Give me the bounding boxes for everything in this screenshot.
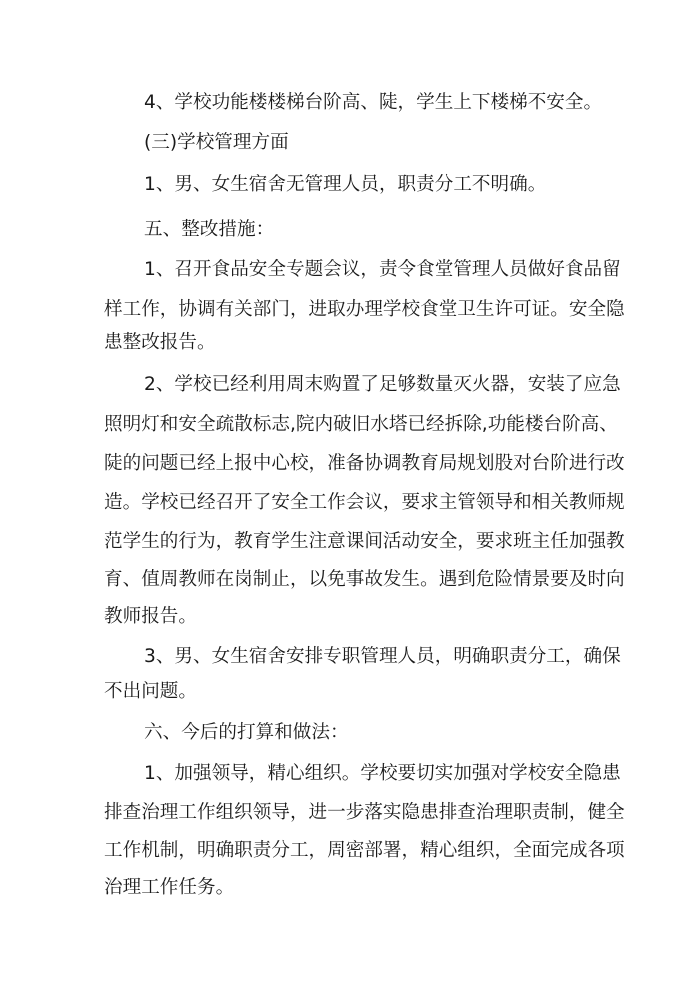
- line-text: 4、学校功能楼楼梯台阶高、陡，学生上下楼梯不安全。: [144, 92, 603, 113]
- text-line: [0, 868, 700, 908]
- line-text: 六、今后的打算和做法：: [144, 722, 349, 743]
- text-line: [0, 560, 700, 600]
- line-text: 1、男、女生宿舍无管理人员，职责分工不明确。: [144, 174, 547, 195]
- line-text: 1、召开食品安全专题会议，责令食堂管理人员做好食品留: [144, 259, 621, 280]
- line-text: 排查治理工作组织领导，进一步落实隐患排查治理职责制，健全: [104, 802, 625, 823]
- section-heading: [0, 123, 700, 163]
- text-line: [0, 483, 700, 523]
- text-line: [0, 831, 700, 871]
- line-text: 患整改报告。: [104, 332, 216, 353]
- text-line: [0, 250, 700, 290]
- text-line: [0, 793, 700, 833]
- line-text: 陡的问题已经上报中心校，准备协调教育局规划股对台阶进行改: [104, 453, 625, 474]
- line-text: 教师报告。: [104, 606, 197, 627]
- text-line: [0, 522, 700, 562]
- section-heading: [0, 713, 700, 753]
- text-line: [0, 365, 700, 405]
- line-text: 五、整改措施：: [144, 219, 275, 240]
- text-line: [0, 405, 700, 445]
- text-line: [0, 165, 700, 205]
- line-text: 样工作，协调有关部门，进取办理学校食堂卫生许可证。安全隐: [104, 299, 625, 320]
- text-line: [0, 637, 700, 677]
- line-text: 育、值周教师在岗制止，以免事故发生。遇到危险情景要及时向: [104, 569, 625, 590]
- line-text: 工作机制，明确职责分工，周密部署，精心组织，全面完成各项: [104, 840, 625, 861]
- line-text: 不出问题。: [104, 681, 197, 702]
- text-line: [0, 597, 700, 637]
- text-line: [0, 754, 700, 794]
- line-text: 照明灯和安全疏散标志,院内破旧水塔已经拆除,功能楼台阶高、: [104, 414, 618, 435]
- line-text: 1、加强领导，精心组织。学校要切实加强对学校安全隐患: [144, 763, 621, 784]
- line-text: 3、男、女生宿舍安排专职管理人员，明确职责分工，确保: [144, 646, 621, 667]
- line-text: (三)学校管理方面: [144, 132, 289, 153]
- line-text: 2、学校已经利用周末购置了足够数量灭火器，安装了应急: [144, 374, 621, 395]
- text-line: [0, 444, 700, 484]
- line-text: 造。学校已经召开了安全工作会议，要求主管领导和相关教师规: [104, 492, 625, 513]
- text-line: [0, 323, 700, 363]
- text-line: [0, 672, 700, 712]
- line-text: 范学生的行为，教育学生注意课间活动安全，要求班主任加强教: [104, 531, 625, 552]
- text-line: [0, 83, 700, 123]
- section-heading: [0, 210, 700, 250]
- line-text: 治理工作任务。: [104, 877, 235, 898]
